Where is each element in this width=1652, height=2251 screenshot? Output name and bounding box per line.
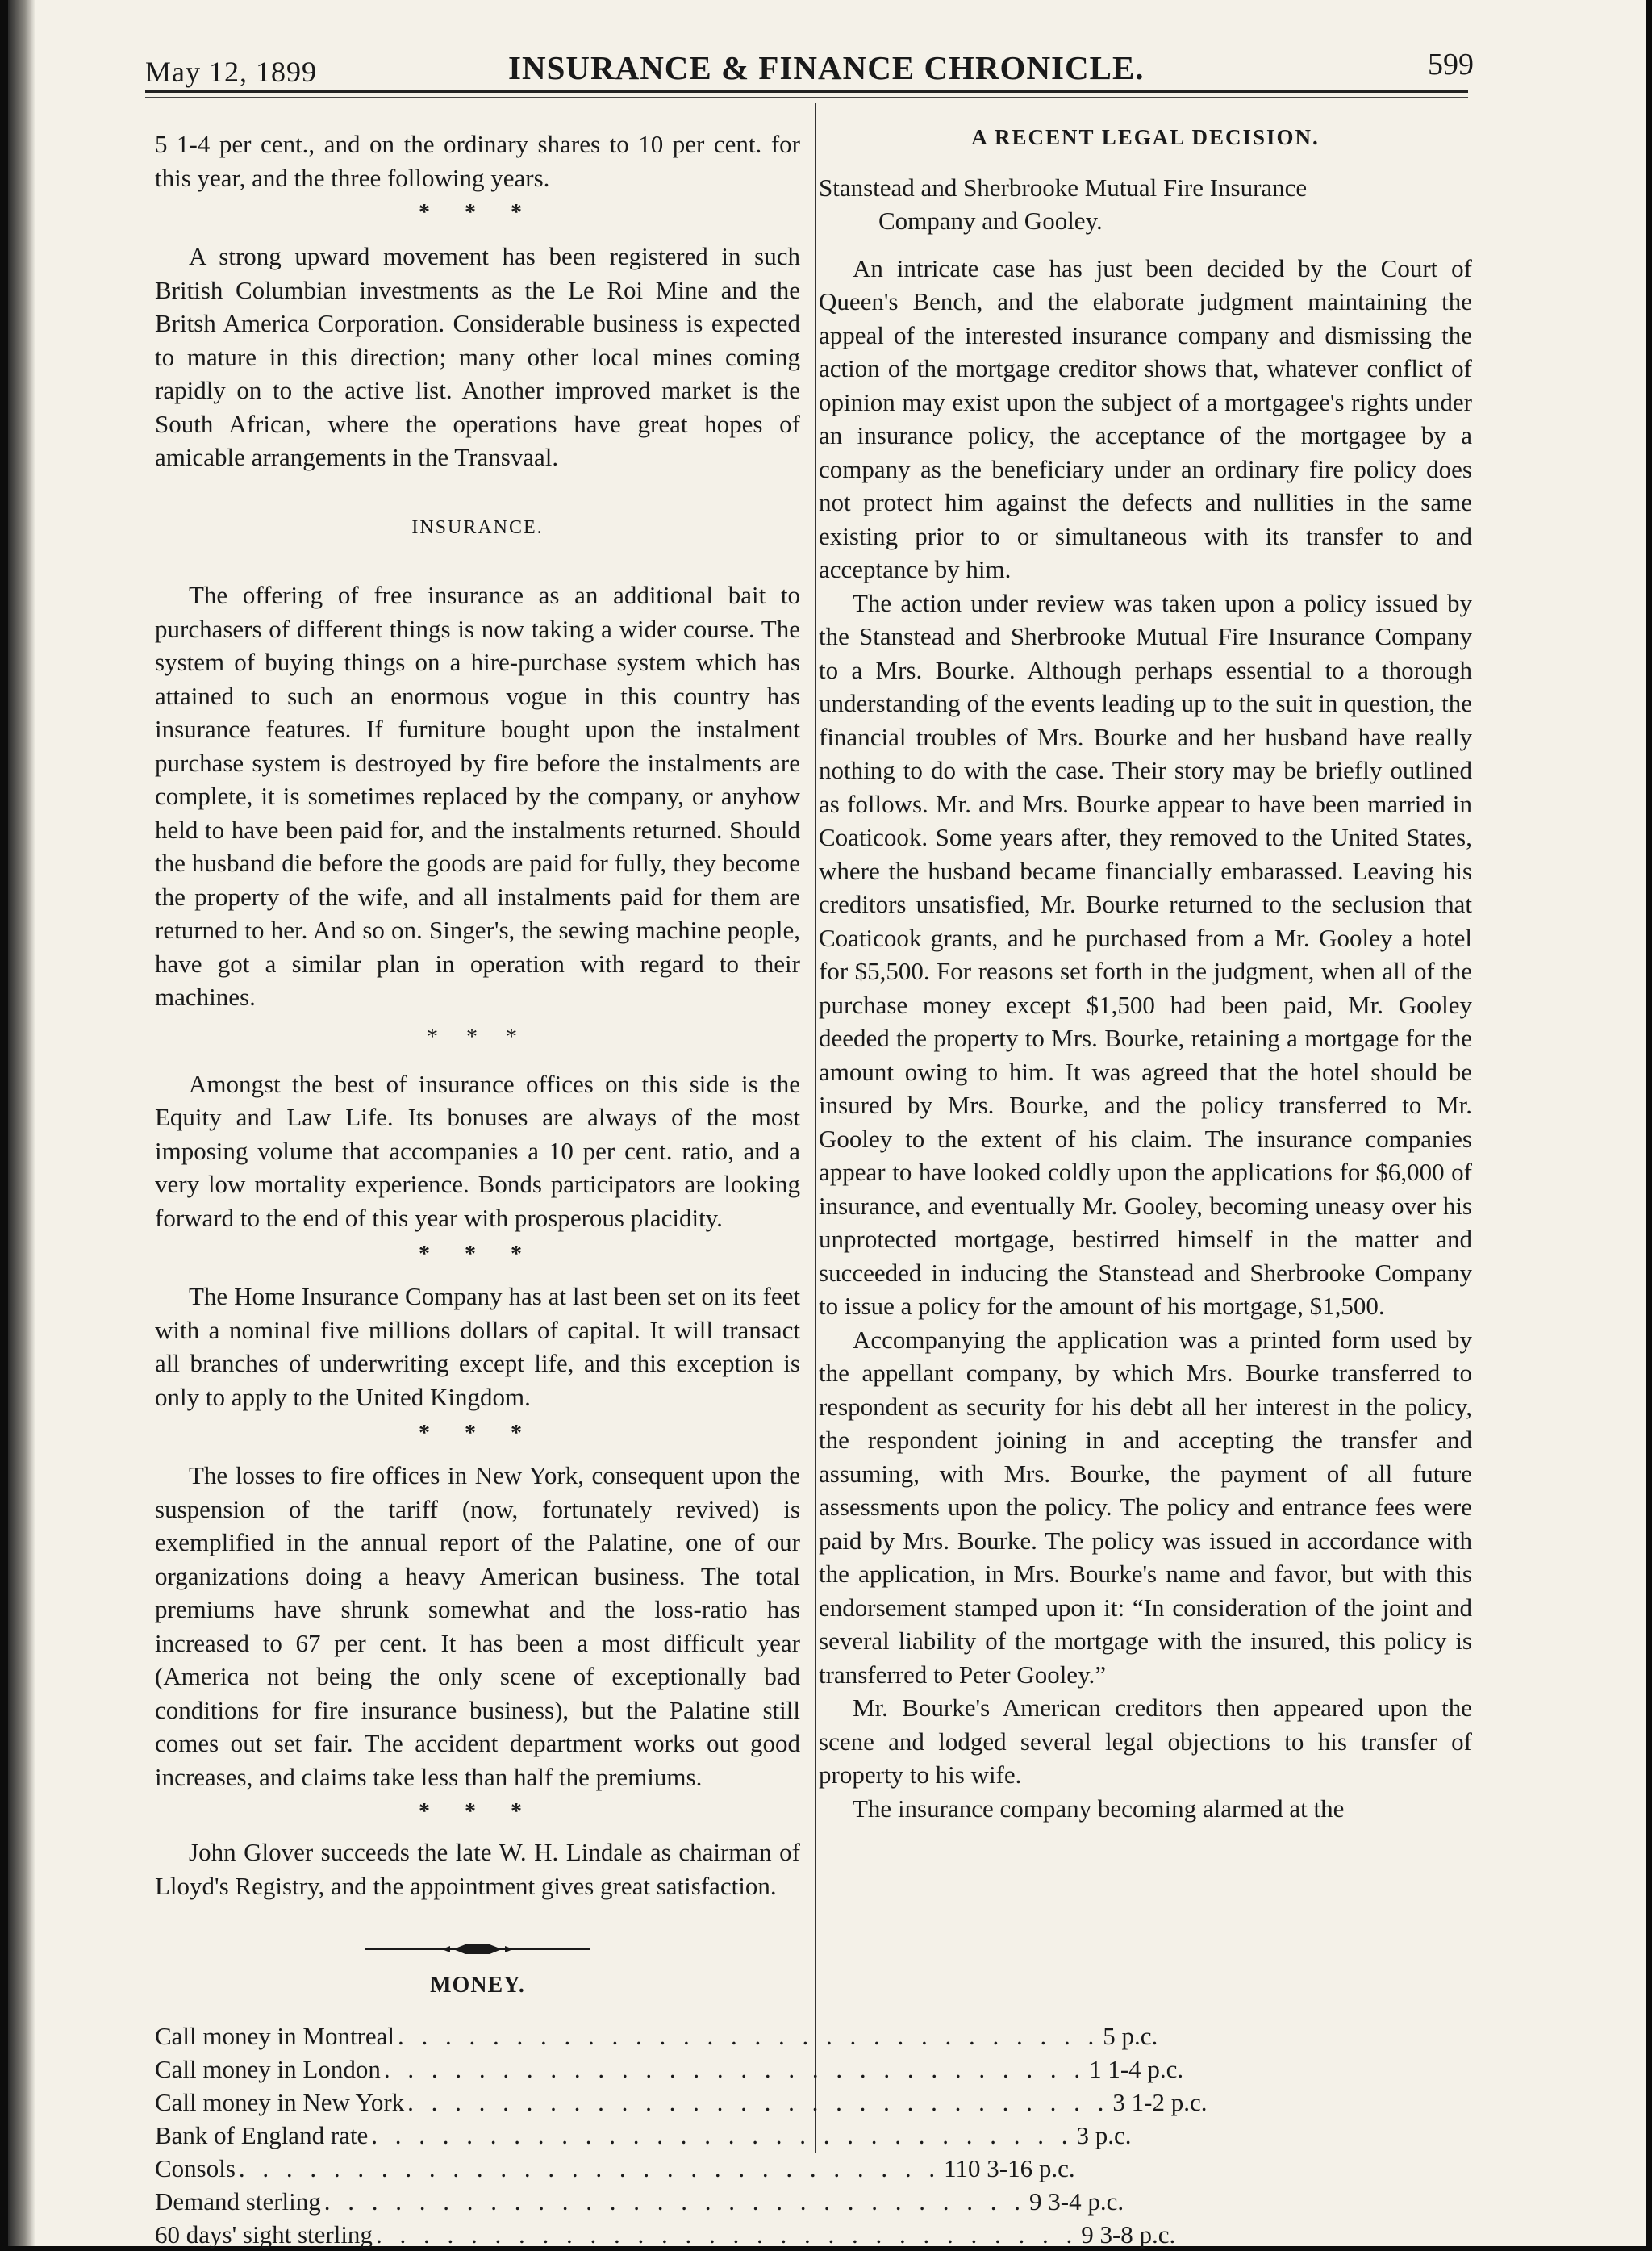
money-row: [155, 2218, 1176, 2251]
publication-title: INSURANCE & FINANCE CHRONICLE.: [508, 49, 1145, 86]
losses-paragraph: The losses to fire offices in New York, consequent upon the suspension of the tariff (now, fortunately revived) is exemplified in the annual report of the Palatine, one of our organizations doing a heavy American business. The total premiums have shrunk somewhat and the loss-ratio has increased to 67 per cent. It has been a most difficult year (America not being the only scene of exceptionally bad conditions for fire insurance business), but the Palatine still comes out set fair. The accident department works out good increases, and claims take less than half the premiums.: [155, 1461, 800, 1791]
page-number: 599: [1428, 48, 1474, 81]
money-row-value: 1 1-4 p.c.: [1089, 2055, 1184, 2083]
dot-leader: . . . . . . . . . . . . . . . . . . . . . . . . . . . . . .: [383, 2055, 1087, 2083]
application-paragraph: Accompanying the application was a printed form used by the appellant company, by which Mrs. Bourke transferred to respondent as security for his debt all her interest in the policy, the respondent joining in and accepting the transfer and assuming, with Mrs. Bourke, the payment of all future assessments upon the policy. The policy and entrance fees were paid by Mrs. Bourke. The policy was issued in accordance with the application, in Mrs. Bourke's name and favor, but with this endorsement stamped upon it: “In consideration of the joint and several liability of the mortgage with the insured, this policy is transferred to Peter Gooley.”: [819, 1325, 1472, 1689]
mining-paragraph: A strong upward movement has been registered in such British Columbian investments as the Le Roi Mine and the Britsh America Corporation. Considerable business is expected to mature in this direction; many other local mines coming rapidly on to the active list. Another improved market is the South African, where the operations have great hopes of amicable arrangements in the Transvaal.: [155, 242, 800, 471]
section-stars: * * *: [419, 1242, 536, 1267]
money-row-value: 110 3-16 p.c.: [944, 2154, 1075, 2182]
case-title: [819, 171, 1472, 237]
money-table: [155, 2019, 1208, 2251]
free-insurance-paragraph: The offering of free insurance as an additional bait to purchasers of different things is now taking a wider course. The system of buying things on a hire-purchase system which has attained to such an enormous vogue in this country has insurance features. If furniture bought upon the instalment purchase system is destroyed by fire before the instalments are complete, it is sometimes replaced by the company, or anyhow held to have been paid for, and the instalments returned. Should the husband die before the goods are paid for fully, they become the property of the wife, and all instalments paid for them are returned to her. And so on. Singer's, the sewing machine people, have got a similar plan in operation with regard to their machines.: [155, 581, 800, 1011]
dot-leader: . . . . . . . . . . . . . . . . . . . . . . . . . . . . . .: [407, 2088, 1110, 2116]
closing-paragraph: The insurance company becoming alarmed at the: [853, 1794, 1345, 1823]
money-row-label: 60 days' sight sterling: [155, 2220, 373, 2249]
money-row: [155, 2019, 1158, 2053]
case-title-line-2: Company and Gooley.: [878, 206, 1103, 235]
money-row: [155, 2086, 1208, 2119]
money-row-label: Consols: [155, 2154, 236, 2182]
money-row-value: 9 3-8 p.c.: [1081, 2220, 1176, 2249]
money-row-label: Bank of England rate: [155, 2121, 369, 2149]
money-row-value: 9 3-4 p.c.: [1029, 2187, 1124, 2216]
case-title-line-1: Stanstead and Sherbrooke Mutual Fire Insurance: [819, 173, 1308, 202]
section-stars: * * *: [419, 200, 536, 225]
right-column: [819, 121, 1472, 1825]
creditors-paragraph: Mr. Bourke's American creditors then appeared upon the scene and lodged several legal objections to his transfer of property to his wife.: [819, 1693, 1472, 1789]
equity-paragraph: Amongst the best of insurance offices on this side is the Equity and Law Life. Its bonuses are always of the most imposing volume that accompanies a 10 per cent. ratio, and a very low mortality experience. Bonds participators are looking forward to the end of this year with prosperous placidity.: [155, 1069, 800, 1232]
money-row: [155, 2119, 1132, 2152]
dot-leader: . . . . . . . . . . . . . . . . . . . . . . . . . . . . . .: [375, 2220, 1078, 2249]
money-row-value: 3 p.c.: [1076, 2121, 1132, 2149]
insurance-heading: INSURANCE.: [411, 516, 544, 538]
section-stars: * * *: [419, 1421, 536, 1446]
glover-paragraph: John Glover succeeds the late W. H. Lindale as chairman of Lloyd's Registry, and the appointment gives great satisfaction.: [155, 1838, 800, 1900]
action-paragraph: The action under review was taken upon a policy issued by the Stanstead and Sherbrooke Mutual Fire Insurance Company to a Mrs. Bourke. Although perhaps essential to a thorough understanding of the events leading up to the suit in question, the financial troubles of Mrs. Bourke and her husband have really nothing to do with the case. Their story may be briefly outlined as follows. Mr. and Mrs. Bourke appear to have been married in Coaticook. Some years after, they removed to the United States, where the husband became financially embarassed. Leaving his creditors unsatisfied, Mr. Bourke returned to the seclusion that Coaticook grants, and he purchased from a Mr. Gooley a hotel for $5,500. For reasons set forth in the judgment, when all of the purchase money except $1,500 had been paid, Mr. Gooley deeded the property to Mrs. Bourke, retaining a mortgage for the amount owing to him. It was agreed that the hotel should be insured by Mrs. Bourke, and the policy transferred to Mr. Gooley to the extent of his claim. The insurance companies appear to have looked coldly upon the applications for $6,000 of insurance, and eventually Mr. Gooley, becoming uneasy over his unprotected mortgage, bestirred himself in the matter and succeeded in inducing the Stanstead and Sherbrooke Company to issue a policy for the amount of his mortgage, $1,500.: [819, 588, 1472, 1320]
dot-leader: . . . . . . . . . . . . . . . . . . . . . . . . . . . . . .: [371, 2121, 1074, 2149]
legal-decision-heading: A RECENT LEGAL DECISION.: [971, 125, 1320, 149]
dot-leader: . . . . . . . . . . . . . . . . . . . . . . . . . . . . . .: [323, 2187, 1027, 2216]
issue-date: May 12, 1899: [145, 56, 317, 88]
header-rule: [145, 90, 1468, 93]
money-row-value: 3 1-2 p.c.: [1112, 2088, 1208, 2116]
money-row-value: 5 p.c.: [1103, 2022, 1158, 2050]
newspaper-page: [8, 0, 1646, 2249]
money-row-label: Call money in New York: [155, 2088, 405, 2116]
page-spine-shadow: [8, 0, 35, 2246]
money-row: [155, 2053, 1184, 2086]
dot-leader: . . . . . . . . . . . . . . . . . . . . . . . . . . . . . .: [238, 2154, 941, 2182]
column-divider: [815, 103, 816, 2153]
intro-paragraph: 5 1-4 per cent., and on the ordinary shares to 10 per cent. for this year, and the three following years.: [155, 130, 800, 192]
home-insurance-paragraph: The Home Insurance Company has at last been set on its feet with a nominal five millions dollars of capital. It will transact all branches of underwriting except life, and this exception is only to apply to the United Kingdom.: [155, 1282, 800, 1411]
header-rule-thin: [145, 97, 1468, 98]
money-heading: MONEY.: [430, 1972, 525, 1998]
ornamental-separator: [155, 1932, 800, 1965]
money-row-label: Call money in London: [155, 2055, 381, 2083]
dot-leader: . . . . . . . . . . . . . . . . . . . . . . . . . . . . . .: [398, 2022, 1100, 2050]
money-row-label: Call money in Montreal: [155, 2022, 395, 2050]
section-stars: * * *: [419, 1799, 536, 1824]
money-row-label: Demand sterling: [155, 2187, 321, 2216]
money-row: [155, 2152, 1075, 2185]
section-stars: * * *: [427, 1024, 528, 1050]
money-row: [155, 2185, 1124, 2218]
decision-paragraph: An intricate case has just been decided by the Court of Queen's Bench, and the elaborate judgment maintaining the appeal of the interested insurance company and dismissing the action of the mortgage creditor shows that, whatever conflict of opinion may exist upon the subject of a mortgagee's rights under an insurance policy, the acceptance of the mortgagee by a company as the beneficiary under an ordinary fire policy does not protect him against the defects and nullities in the same existing prior to or simultaneous with its transfer to and acceptance by him.: [819, 253, 1472, 583]
